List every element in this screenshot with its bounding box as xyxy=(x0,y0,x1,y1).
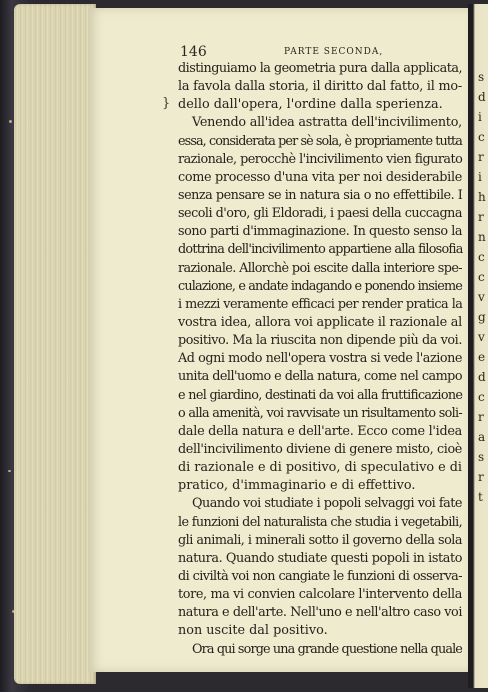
text-line: Venendo all'idea astratta dell'incivilimento, xyxy=(192,115,462,131)
text-line: dello dall'opera, l'ordine dalla sperienza. xyxy=(178,97,443,113)
text-line: non uscite dal positivo. xyxy=(178,623,328,639)
text-line: vostra idea, allora voi applicate il razionale al xyxy=(178,314,462,330)
right-page-letter: a xyxy=(478,430,486,444)
text-line: le funzioni del naturalista che studia i vegetabili, xyxy=(178,514,462,530)
text-line: natura e dell'arte. Nell'uno e nell'altro caso voi xyxy=(178,605,462,621)
page-edges-stack xyxy=(14,4,96,684)
text-line: razionale. Allorchè poi escite dalla interiore spe- xyxy=(178,260,462,276)
right-page-letter: e xyxy=(478,350,486,364)
page-header xyxy=(180,44,470,60)
right-page-letter: v xyxy=(478,330,485,344)
text-line: la favola dalla storia, il diritto dal fatto, il mo- xyxy=(178,79,462,95)
text-line: culazione, e andate indagando e ponendo insieme xyxy=(178,278,462,294)
right-page-letter: d xyxy=(478,370,486,384)
text-line: o alla amenità, voi ravvisate un risultamento soli- xyxy=(178,405,462,421)
running-title: PARTE SECONDA, xyxy=(284,47,384,57)
right-page-letter: r xyxy=(478,210,484,224)
right-page-letter: n xyxy=(478,230,486,244)
right-page-letter: r xyxy=(478,410,484,424)
right-page-letter: g xyxy=(478,310,486,324)
text-line: natura. Quando studiate questi popoli in istato xyxy=(178,550,462,566)
margin-bracket-mark: } xyxy=(162,96,171,111)
text-line: dottrina dell'incivilimento appartiene alla filosofia xyxy=(178,242,463,258)
text-line: senza pensare se in natura sia o no effettibile. I xyxy=(178,187,463,203)
right-page-letter: i xyxy=(478,170,482,184)
right-page-letter: d xyxy=(478,90,486,104)
right-page-edge xyxy=(468,4,488,688)
right-page-letter: h xyxy=(478,190,486,204)
text-line: Ad ogni modo nell'opera vostra si vede l'azione xyxy=(178,351,462,367)
text-line: unita dell'uomo e della natura, come nel campo xyxy=(178,369,462,385)
text-line: pratico, d'immaginario e di effettivo. xyxy=(178,478,416,494)
right-page-letter: c xyxy=(478,130,485,144)
text-line: tore, ma vi convien calcolare l'intervento della xyxy=(178,587,462,603)
right-page-letter: t xyxy=(478,490,483,504)
text-line: gli animali, i minerali sotto il governo della sola xyxy=(178,532,462,548)
text-line: secoli d'oro, gli Eldoradi, i paesi della cuccagna xyxy=(178,206,462,222)
body-text xyxy=(178,60,462,659)
right-page-letter: r xyxy=(478,470,484,484)
right-page-letter: s xyxy=(478,70,485,84)
text-line: dell'incivilimento diviene di genere misto, cioè xyxy=(178,441,462,457)
right-page-letter: r xyxy=(478,150,484,164)
text-line: i mezzi veramente efficaci per render pratica la xyxy=(178,296,463,312)
text-line: dale della natura e dell'arte. Ecco come l'idea xyxy=(178,423,463,439)
right-page-letter: c xyxy=(478,270,485,284)
text-line: e nel giardino, destinati da voi alla fruttificazione xyxy=(178,387,463,403)
text-line: di civiltà voi non cangiate le funzioni di osserva- xyxy=(178,568,462,584)
text-line: razionale, perocchè l'incivilimento vien figurato xyxy=(178,151,463,167)
right-page-letter: s xyxy=(478,450,485,464)
right-page-letter: c xyxy=(478,390,485,404)
page-number: 146 xyxy=(180,44,207,60)
right-page-letter: c xyxy=(478,250,485,264)
text-line: di razionale e di positivo, di speculativo e di xyxy=(178,460,462,476)
text-line: come processo d'una vita per noi desiderabile xyxy=(178,169,462,185)
text-line: sono parti d'immaginazione. In questo senso la xyxy=(178,224,462,240)
right-page-letter: v xyxy=(478,290,485,304)
text-line: Quando voi studiate i popoli selvaggi voi fate xyxy=(192,496,462,512)
text-line: distinguiamo la geometria pura dalla applicata, xyxy=(178,61,462,76)
text-line: Ora qui sorge una grande questione nella quale xyxy=(192,641,462,657)
text-line: essa, considerata per sè sola, è propriamente tutta xyxy=(178,133,462,149)
text-line: positivo. Ma la riuscita non dipende più da voi. xyxy=(178,333,462,349)
right-page-letter: i xyxy=(478,110,482,124)
